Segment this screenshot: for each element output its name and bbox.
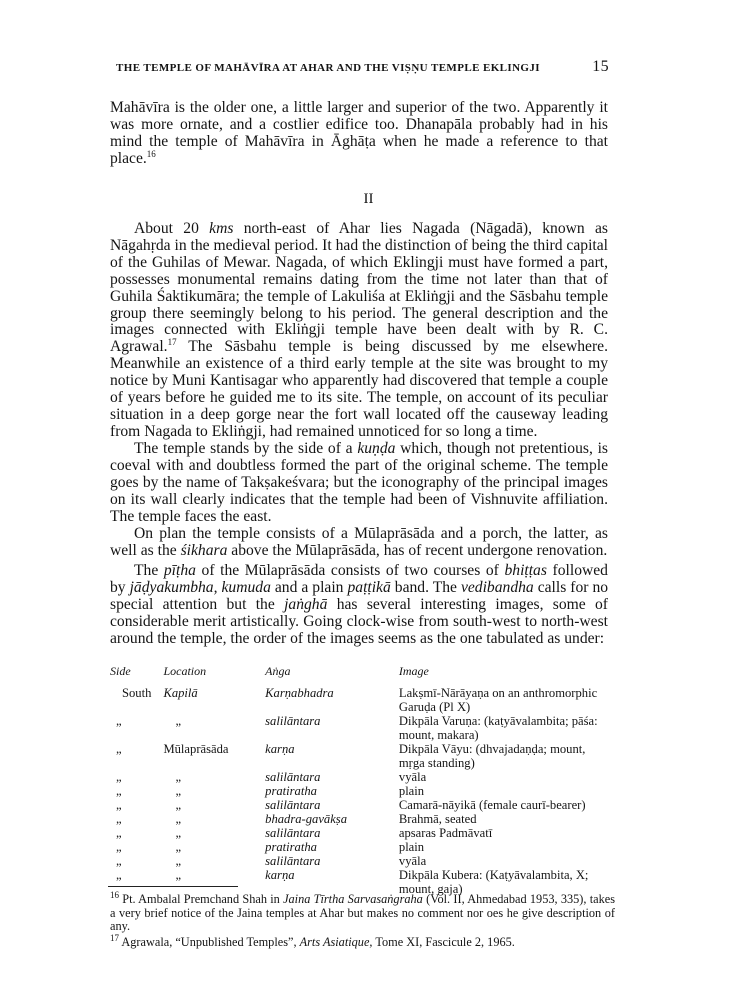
cell-location: „ (175, 826, 182, 840)
paragraph-3 (110, 441, 608, 526)
cell-anga: salilāntara (265, 798, 321, 812)
col-header-side: Side (110, 664, 131, 678)
footnote-17-title: Arts Asiatique, (299, 935, 373, 949)
p4-a: On plan the temple consists of a Mūlaprāsāda and a porch, the latter, as well as the (110, 525, 608, 559)
cell-side: „ (116, 798, 122, 812)
cell-anga: pratiratha (265, 840, 317, 854)
p5-c: of the Mūlaprāsāda consists of two courses of (201, 562, 499, 579)
table-header-row (108, 664, 616, 686)
cell-location: „ (175, 784, 182, 798)
table-row (108, 840, 616, 854)
cell-location: „ (175, 714, 182, 728)
cell-side: „ (116, 714, 122, 728)
cell-image: vyāla (398, 854, 427, 868)
cell-anga: salilāntara (265, 826, 321, 840)
p3-a: The temple stands by the side of a (134, 440, 353, 457)
cell-image: apsaras Padmāvatī (398, 826, 493, 840)
table-row (108, 686, 616, 714)
cell-image: plain (398, 784, 425, 798)
section-heading: II (363, 191, 374, 207)
paragraph-2 (110, 221, 608, 441)
footnote-16 (110, 889, 615, 934)
p3-term: kuṇḍa (357, 440, 396, 457)
paragraph-1 (110, 100, 608, 168)
cell-image: plain (398, 840, 425, 854)
cell-location: Kapilā (163, 686, 198, 700)
paragraph-2-text: About 20 kms north-east of Ahar lies Nagada (Nāgadā), known as Nāgahṛda in the medieval period. It had the distinction of being the third capital of the Guhilas of Mewar. Nagada, of which Eklingji must have formed a part, possesses monumental remains dating from the time not later than that of Guhila Śaktikumāra; the temple of Lakuliśa at Ekliṅgji and the Sāsbahu temple group there seemingly belong to his period. The general description and the images connected with Ekliṅgji temple have been dealt with by R. C. Agrawal. (110, 220, 608, 356)
col-header-anga: Aṅga (265, 664, 291, 678)
footnote-17 (110, 932, 615, 950)
table-row (108, 714, 616, 742)
footnote-16-title: Jaina Tīrtha Sarvasaṅgraha (283, 892, 423, 906)
p4-term: śikhara (180, 541, 228, 559)
col-header-location: Location (163, 664, 207, 678)
cell-side: South (122, 686, 152, 700)
cell-anga: bhadra-gavākṣa (265, 812, 348, 826)
paragraph-1-text: Mahāvīra is the older one, a little larger and superior of the two. Apparently it was more ornate, and a costlier edifice too. Dhanapāla probably had in his mind the temple of Mahāvīra in Āghāṭa when he made a reference to that place. (110, 99, 608, 167)
cell-anga: karṇa (265, 868, 295, 882)
cell-image: Lakṣmī-Nārāyaṇa on an anthromorphic Garuḍa (Pl X) (398, 686, 598, 714)
p5-a: The (134, 562, 159, 579)
cell-image: Dikpāla Vāyu: (dhvajadaṇḍa; mount, mṛga standing) (398, 742, 586, 770)
footnote-ref-17: 17 (167, 337, 177, 348)
cell-anga: salilāntara (265, 714, 321, 728)
cell-location: Mūlaprāsāda (163, 742, 229, 756)
cell-location: „ (175, 854, 182, 868)
col-header-image: Image (398, 664, 429, 678)
cell-side: „ (116, 868, 122, 882)
cell-anga: salilāntara (265, 770, 321, 784)
paragraph-2-cont: The Sāsbahu temple is being discussed by me elsewhere. Meanwhile an existence of a third early temple at the site was brought to my notice by Muni Kantisagar who apparently had discovered that temple a couple of years before he guided me to its site. The temple, on account of its peculiar situation in a deep gorge near the fort wall located off the causeway leading from Nagada to Ekliṅgji, had remained unnoticed for so long a time. (110, 338, 608, 440)
footnote-16-b: (Vol. II, Ahmedabad 1953, 335), takes a very brief notice of the Jaina temples at Ahar but makes no comment nor oes he give description of any. (110, 892, 615, 934)
p5-j: vedibandha (460, 578, 534, 596)
cell-side: „ (116, 826, 122, 840)
footnote-16-num: 16 (110, 889, 119, 900)
running-header (110, 56, 615, 78)
cell-side: „ (116, 784, 122, 798)
cell-anga: Karṇabhadra (265, 686, 334, 700)
cell-location: „ (175, 840, 182, 854)
p5-f: jāḍyakumbha, kumuda (129, 578, 271, 596)
table-row (108, 826, 616, 840)
p5-g: and a plain (274, 578, 344, 596)
p4-b: above the Mūlaprāsāda, has of recent undergone renovation. (231, 541, 608, 559)
footnote-rule (108, 886, 238, 887)
cell-image: Camarā-nāyikā (female caurī-bearer) (398, 798, 586, 812)
p5-d: bhiṭṭas (504, 562, 547, 579)
table-body (108, 686, 616, 896)
p3-b: which, though not pretentious, is coeval with and doubtless formed the part of the original scheme. The temple goes by the name of Takṣakeśvara; but the iconography of the principal images on its wall clearly indicates that the temple had been of Vishnuvite affiliation. The temple faces the east. (110, 440, 608, 525)
cell-anga: salilāntara (265, 854, 321, 868)
footnote-ref-16: 16 (146, 148, 156, 159)
table-row (108, 798, 616, 812)
cell-side: „ (116, 840, 122, 854)
p5-e: followed by (110, 562, 608, 596)
paragraph-4 (110, 526, 608, 560)
running-title: THE TEMPLE OF MAHĀVĪRA AT AHAR AND THE VIṢṆU TEMPLE EKLINGJI (116, 62, 540, 74)
cell-side: „ (116, 812, 122, 826)
p5-m: has several interesting images, some of considerable merit artistically. Going clock-wise from south-west to north-west around the temple, the order of the images seems as the one tabulated as under: (110, 595, 608, 647)
p5-l: jaṅghā (284, 595, 328, 613)
table-row (108, 812, 616, 826)
cell-location: „ (175, 798, 182, 812)
cell-location: „ (175, 868, 182, 882)
table-row (108, 854, 616, 868)
cell-image: Dikpāla Kubera: (Kaṭyāvalambita, X; mount, gaja) (398, 868, 589, 896)
cell-image: Dikpāla Varuṇa: (kaṭyāvalambita; pāśa: mount, makara) (398, 714, 598, 742)
cell-location: „ (175, 770, 182, 784)
cell-anga: karṇa (265, 742, 295, 756)
p5-k: calls for no special attention but the (110, 578, 609, 613)
kms-term: kms (209, 220, 234, 237)
table-row (108, 742, 616, 770)
cell-image: Brahmā, seated (398, 812, 477, 826)
cell-anga: pratiratha (265, 784, 317, 798)
cell-image: vyāla (398, 770, 427, 784)
page-number: 15 (592, 58, 609, 75)
p5-b: pīṭha (163, 562, 196, 579)
p5-h: paṭṭikā (347, 578, 391, 596)
paragraph-5 (110, 563, 608, 648)
cell-side: „ (116, 770, 122, 784)
footnote-17-b: Tome XI, Fascicule 2, 1965. (375, 935, 515, 949)
cell-location: „ (175, 812, 182, 826)
cell-side: „ (116, 854, 122, 868)
footnote-17-a: Agrawala, “Unpublished Temples”, (121, 935, 297, 949)
cell-side: „ (116, 742, 122, 756)
image-table (108, 664, 616, 896)
table-row (108, 784, 616, 798)
table-row (108, 770, 616, 784)
footnote-16-a: Pt. Ambalal Premchand Shah in (122, 892, 280, 906)
footnote-17-num: 17 (110, 932, 119, 943)
p5-i: band. The (394, 578, 457, 596)
